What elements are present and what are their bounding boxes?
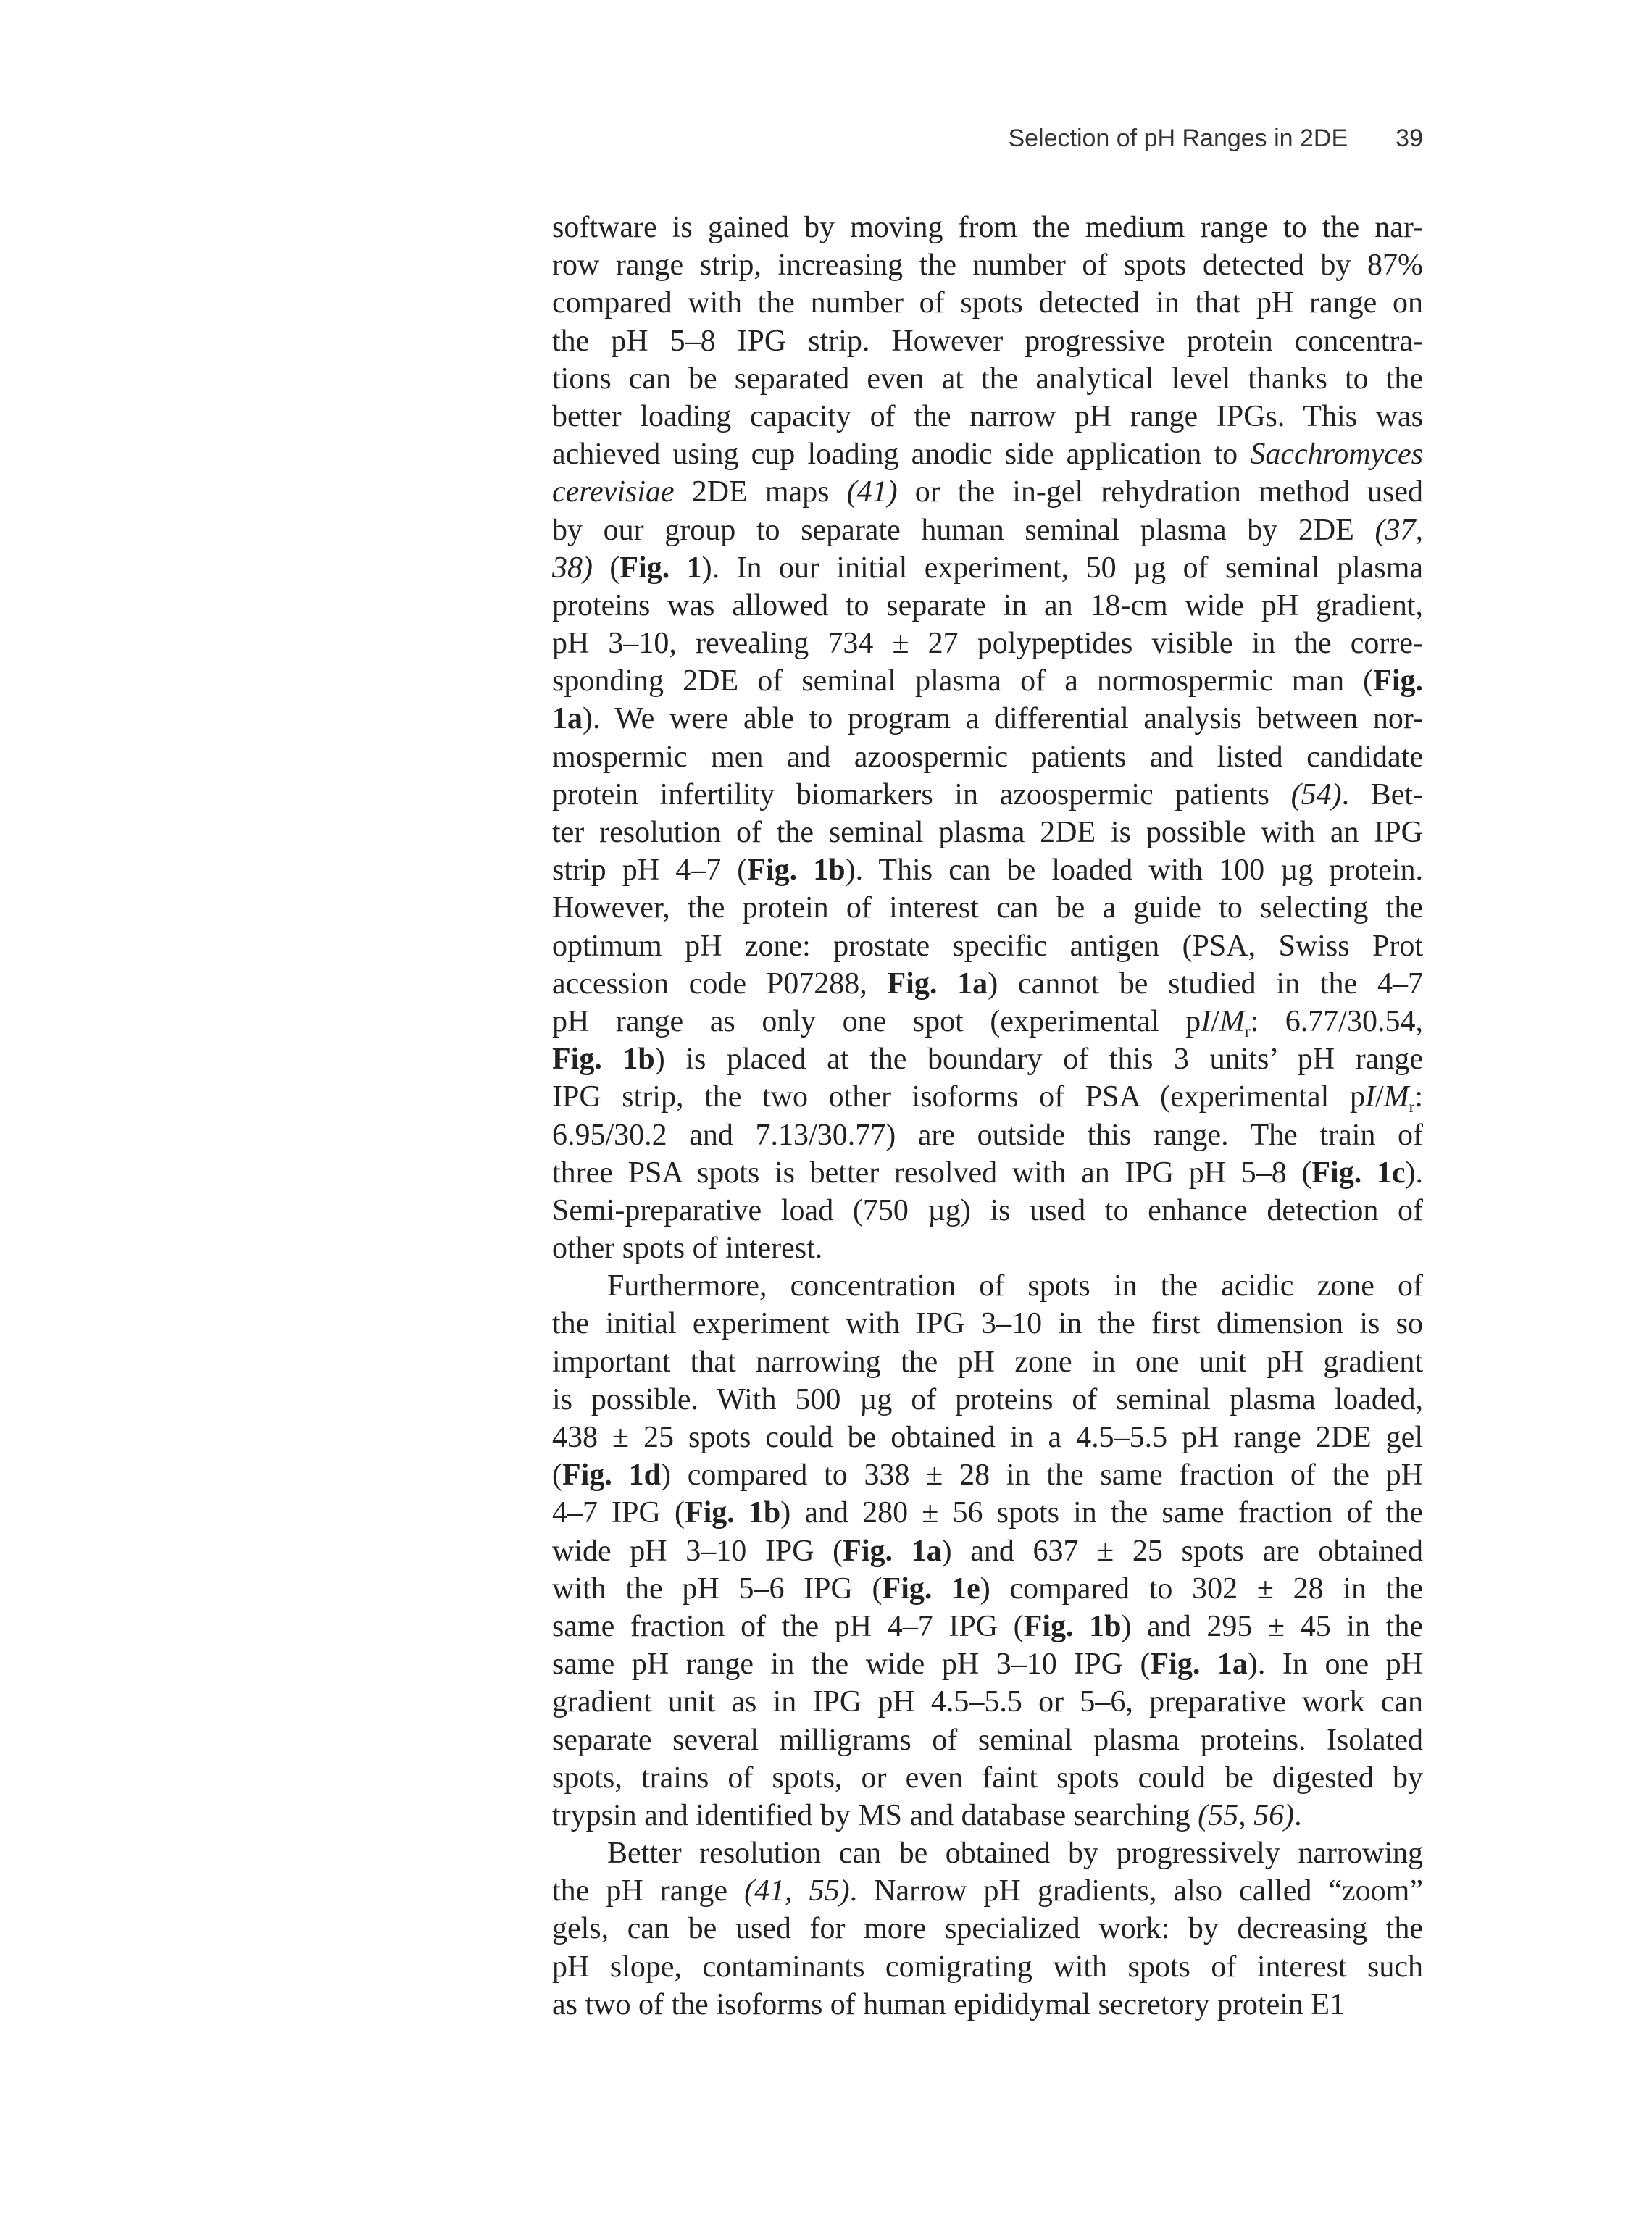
text-line bbox=[552, 1456, 1423, 1494]
italic-text: (41) bbox=[846, 475, 898, 509]
text-line bbox=[552, 1759, 1423, 1797]
text-run: strip pH 4–7 ( bbox=[552, 853, 748, 888]
text-line bbox=[552, 1419, 1423, 1456]
text-run: / bbox=[1374, 1080, 1384, 1114]
figure-reference: Fig. 1b bbox=[1023, 1609, 1122, 1643]
text-line bbox=[552, 1267, 1423, 1305]
text-line bbox=[552, 1343, 1423, 1381]
text-run: compared with the number of spots detected in that pH range on bbox=[552, 286, 1423, 320]
text-run: tions can be separated even at the analytical level thanks to the bbox=[552, 362, 1423, 396]
text-run: or the in-gel rehydration method used bbox=[897, 475, 1423, 509]
text-line bbox=[552, 549, 1423, 587]
text-run: with the pH 5–6 IPG ( bbox=[552, 1571, 883, 1606]
text-line bbox=[552, 1532, 1423, 1570]
text-run: three PSA spots is better resolved with an IPG pH 5–8 ( bbox=[552, 1156, 1312, 1190]
text-run: 438 ± 25 spots could be obtained in a 4.5–5.5 pH range 2DE gel bbox=[552, 1421, 1423, 1454]
text-run: trypsin and identified by MS and database searching bbox=[552, 1798, 1198, 1832]
text-line bbox=[552, 1570, 1423, 1608]
text-run: pH range as only one spot (experimental p bbox=[552, 1004, 1201, 1038]
text-run: software is gained by moving from the medium range to the nar- bbox=[552, 211, 1423, 244]
italic-text: (54) bbox=[1290, 777, 1342, 811]
text-line bbox=[552, 435, 1423, 473]
figure-reference: Fig. 1b bbox=[747, 853, 846, 888]
italic-text: (41, 55) bbox=[744, 1874, 850, 1908]
text-line bbox=[552, 1645, 1423, 1683]
italic-text: M bbox=[1383, 1080, 1409, 1114]
figure-reference: Fig. 1 bbox=[620, 551, 702, 585]
text-run: ( bbox=[593, 551, 620, 585]
text-run: . bbox=[1294, 1798, 1302, 1832]
text-line bbox=[552, 1381, 1423, 1419]
text-run: row range strip, increasing the number of spots detected by 87% bbox=[552, 249, 1423, 283]
text-line bbox=[552, 1608, 1423, 1645]
text-line bbox=[552, 322, 1423, 360]
subscript: r bbox=[1409, 1097, 1415, 1116]
text-line bbox=[552, 1797, 1423, 1834]
text-run: ) and 280 ± 56 spots in the same fraction of the bbox=[780, 1496, 1423, 1530]
text-run: ) compared to 338 ± 28 in the same fraction of the pH bbox=[660, 1458, 1423, 1493]
text-line bbox=[552, 284, 1423, 322]
italic-text: 38) bbox=[552, 551, 593, 585]
text-line bbox=[552, 473, 1423, 511]
text-run: is possible. With 500 µg of proteins of seminal plasma loaded, bbox=[552, 1382, 1423, 1416]
text-line bbox=[552, 1872, 1423, 1910]
text-line bbox=[552, 1683, 1423, 1721]
text-line bbox=[552, 1948, 1423, 1986]
text-run: pH slope, contaminants comigrating with spots of interest such bbox=[552, 1950, 1423, 1984]
italic-text: I bbox=[1201, 1004, 1211, 1038]
text-run: 4–7 IPG ( bbox=[552, 1496, 685, 1530]
figure-reference: 1a bbox=[552, 702, 583, 736]
text-run: IPG strip, the two other isoforms of PSA (experimental p bbox=[552, 1080, 1365, 1114]
text-run: sponding 2DE of seminal plasma of a normospermic man ( bbox=[552, 664, 1374, 698]
text-run: gels, can be used for more specialized work: by decreasing the bbox=[552, 1912, 1423, 1946]
text-line bbox=[552, 1721, 1423, 1759]
text-run: ter resolution of the seminal plasma 2DE is possible with an IPG bbox=[552, 816, 1423, 849]
text-run: . Bet- bbox=[1341, 777, 1423, 811]
text-line bbox=[552, 738, 1423, 776]
figure-reference: Fig. bbox=[1373, 664, 1423, 698]
text-line bbox=[552, 512, 1423, 549]
italic-text: cerevisiae bbox=[552, 475, 675, 509]
text-run: ). We were able to program a differential analysis between nor- bbox=[583, 702, 1423, 736]
text-run: ). bbox=[1405, 1156, 1423, 1190]
text-run: same fraction of the pH 4–7 IPG ( bbox=[552, 1609, 1024, 1643]
text-run: : bbox=[1414, 1080, 1423, 1114]
text-run: gradient unit as in IPG pH 4.5–5.5 or 5–6, preparative work can bbox=[552, 1685, 1423, 1719]
text-line bbox=[552, 1192, 1423, 1230]
text-run: ) compared to 302 ± 28 in the bbox=[980, 1571, 1423, 1606]
text-run: achieved using cup loading anodic side application to bbox=[552, 438, 1251, 472]
text-line bbox=[552, 662, 1423, 700]
text-line bbox=[552, 1040, 1423, 1078]
text-run: mospermic men and azoospermic patients and listed candidate bbox=[552, 740, 1423, 774]
figure-reference: Fig. 1a bbox=[1150, 1648, 1248, 1682]
text-run: ). In our initial experiment, 50 µg of seminal plasma bbox=[701, 551, 1424, 585]
text-line bbox=[552, 851, 1423, 889]
running-title: Selection of pH Ranges in 2DE bbox=[1008, 125, 1348, 152]
italic-text: M bbox=[1219, 1004, 1245, 1038]
text-run: However, the protein of interest can be a guide to selecting the bbox=[552, 891, 1423, 925]
text-run: ( bbox=[552, 1458, 562, 1493]
text-run: wide pH 3–10 IPG ( bbox=[552, 1534, 843, 1568]
text-run: ) and 637 ± 25 spots are obtained bbox=[941, 1534, 1423, 1568]
italic-text: I bbox=[1364, 1080, 1375, 1114]
text-line bbox=[552, 927, 1423, 965]
text-run: the pH 5–8 IPG strip. However progressive protein concentra- bbox=[552, 324, 1423, 358]
running-head bbox=[0, 125, 1423, 153]
text-line bbox=[552, 360, 1423, 398]
text-run: as two of the isoforms of human epididymal secretory protein E1 bbox=[552, 1987, 1346, 2021]
text-run: proteins was allowed to separate in an 18-cm wide pH gradient, bbox=[552, 588, 1423, 622]
text-line bbox=[552, 1116, 1423, 1154]
figure-reference: Fig. 1b bbox=[552, 1043, 655, 1077]
figure-reference: Fig. 1a bbox=[887, 967, 988, 1001]
text-run: / bbox=[1211, 1004, 1219, 1038]
text-run: 2DE maps bbox=[674, 475, 847, 509]
text-line bbox=[552, 1078, 1423, 1116]
text-run: same pH range in the wide pH 3–10 IPG ( bbox=[552, 1648, 1151, 1682]
text-run: by our group to separate human seminal plasma by 2DE bbox=[552, 513, 1375, 547]
text-run: better loading capacity of the narrow pH range IPGs. This was bbox=[552, 399, 1423, 433]
text-run: the pH range bbox=[552, 1874, 745, 1908]
text-run: the initial experiment with IPG 3–10 in the first dimension is so bbox=[552, 1307, 1423, 1341]
text-line bbox=[552, 1305, 1423, 1343]
text-line bbox=[552, 246, 1423, 284]
body-text bbox=[552, 209, 1423, 2024]
text-line bbox=[552, 1986, 1423, 2024]
text-line bbox=[552, 398, 1423, 435]
text-line bbox=[552, 625, 1423, 662]
figure-reference: Fig. 1d bbox=[562, 1458, 661, 1493]
text-run: Better resolution can be obtained by progressively narrowing bbox=[607, 1837, 1423, 1871]
text-run: separate several milligrams of seminal plasma proteins. Isolated bbox=[552, 1723, 1423, 1757]
text-run: ). In one pH bbox=[1247, 1648, 1423, 1682]
text-run: accession code P07288, bbox=[552, 967, 888, 1001]
text-run: Semi-preparative load (750 µg) is used to enhance detection of bbox=[552, 1193, 1423, 1227]
text-line bbox=[552, 1494, 1423, 1532]
figure-reference: Fig. 1e bbox=[882, 1571, 980, 1606]
text-run: optimum pH zone: prostate specific antigen (PSA, Swiss Prot bbox=[552, 929, 1423, 963]
page-number: 39 bbox=[1396, 125, 1423, 152]
text-run: protein infertility biomarkers in azoospermic patients bbox=[552, 777, 1291, 811]
text-run: important that narrowing the pH zone in one unit pH gradient bbox=[552, 1345, 1423, 1379]
text-line bbox=[552, 776, 1423, 814]
italic-text: (37, bbox=[1374, 513, 1423, 547]
text-run: : 6.77/30.54, bbox=[1250, 1004, 1423, 1038]
text-run: ) is placed at the boundary of this 3 units’ pH range bbox=[654, 1043, 1423, 1077]
text-line bbox=[552, 965, 1423, 1003]
text-line bbox=[552, 889, 1423, 927]
text-run: 6.95/30.2 and 7.13/30.77) are outside this range. The train of bbox=[552, 1118, 1423, 1152]
subscript: r bbox=[1244, 1022, 1251, 1041]
text-line bbox=[552, 700, 1423, 738]
text-line bbox=[552, 1910, 1423, 1948]
text-run: Furthermore, concentration of spots in the acidic zone of bbox=[607, 1269, 1423, 1303]
text-line bbox=[552, 587, 1423, 625]
text-line bbox=[552, 1003, 1423, 1040]
text-line bbox=[552, 1834, 1423, 1872]
text-run: pH 3–10, revealing 734 ± 27 polypeptides visible in the corre- bbox=[552, 627, 1423, 661]
text-run: . Narrow pH gradients, also called “zoom” bbox=[849, 1874, 1423, 1908]
text-line bbox=[552, 209, 1423, 246]
text-line bbox=[552, 1154, 1423, 1192]
italic-text: (55, 56) bbox=[1198, 1798, 1295, 1832]
text-run: ) cannot be studied in the 4–7 bbox=[988, 967, 1423, 1001]
text-line bbox=[552, 1230, 1423, 1267]
text-run: other spots of interest. bbox=[552, 1232, 823, 1266]
text-run: ) and 295 ± 45 in the bbox=[1121, 1609, 1423, 1643]
figure-reference: Fig. 1a bbox=[843, 1534, 942, 1568]
text-run: ). This can be loaded with 100 µg protein. bbox=[845, 853, 1424, 888]
text-run: spots, trains of spots, or even faint spots could be digested by bbox=[552, 1761, 1423, 1795]
italic-text: Sacchromyces bbox=[1250, 438, 1423, 472]
figure-reference: Fig. 1b bbox=[684, 1496, 781, 1530]
figure-reference: Fig. 1c bbox=[1311, 1156, 1406, 1190]
text-line bbox=[552, 814, 1423, 851]
